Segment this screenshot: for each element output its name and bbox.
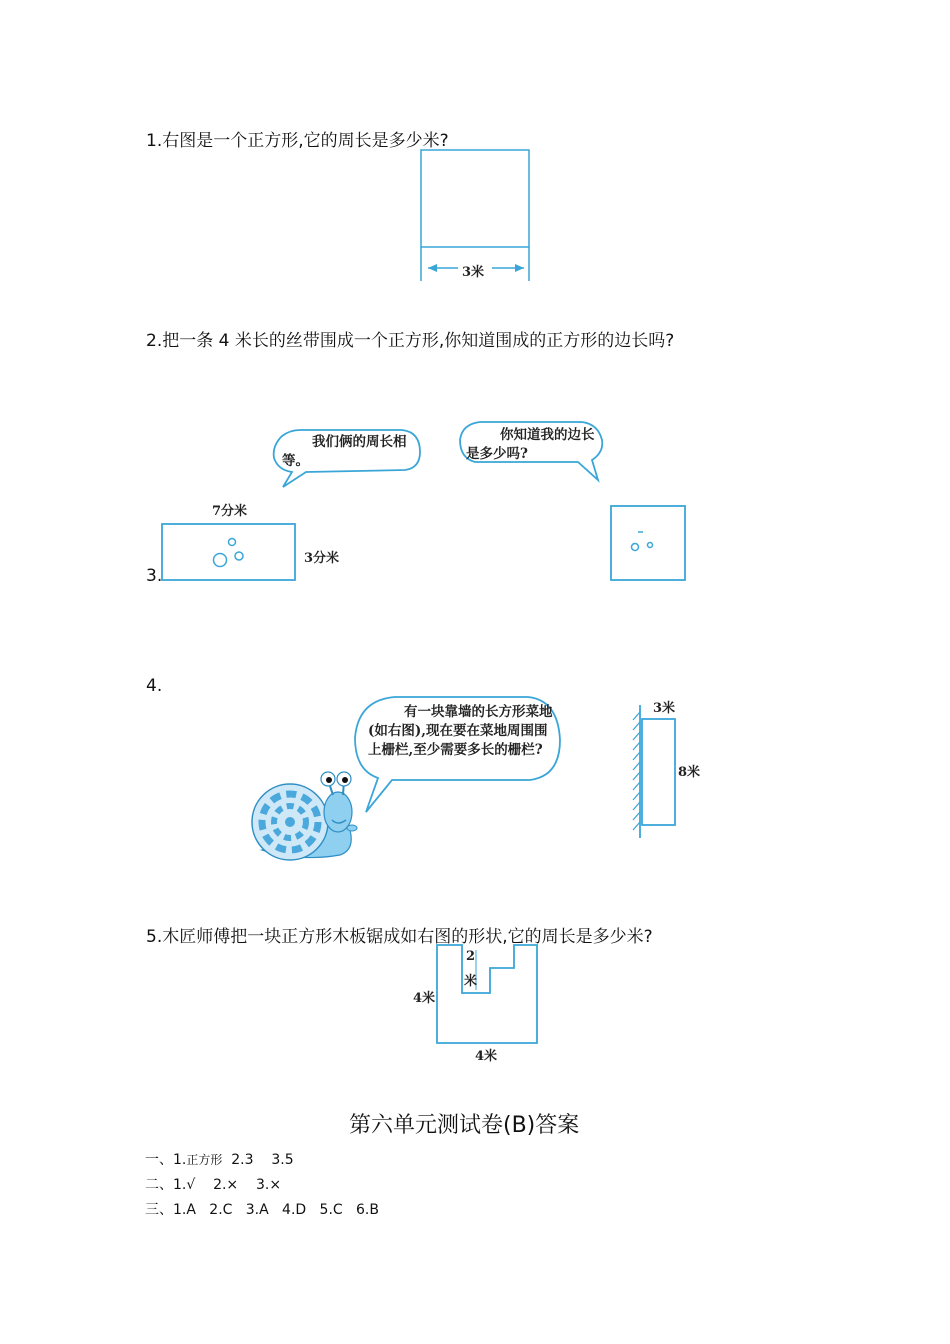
question-2-text: 2.把一条 4 米长的丝带围成一个正方形,你知道围成的正方形的边长吗? (146, 331, 675, 351)
garden-side-label: 8米 (678, 765, 701, 780)
square-side-label: 3米 (462, 265, 485, 280)
answers-title: 第六单元测试卷(B)答案 (349, 1113, 580, 1138)
answer-line-1-prefix: 一、1. (145, 1152, 187, 1168)
board-bottom-label: 4米 (475, 1049, 498, 1064)
garden-top-label: 3米 (653, 701, 676, 716)
rectangle-length-label: 7分米 (212, 504, 248, 519)
question-4-number: 4. (146, 676, 163, 696)
notch-label-unit: 米 (464, 974, 478, 989)
snail-bubble-text: 有一块靠墙的长方形菜地(如右图),现在要在菜地周围围上栅栏,至少需要多长的栅栏? (368, 704, 553, 758)
right-bubble-text: 你知道我的边长是多少吗? (466, 427, 595, 462)
answer-line-3: 三、1.A 2.C 3.A 4.D 5.C 6.B (145, 1202, 379, 1218)
rectangle-width-label: 3分米 (304, 551, 340, 566)
notch-label-number: 2 (466, 949, 476, 964)
question-5-text: 5.木匠师傅把一块正方形木板锯成如右图的形状,它的周长是多少米? (146, 927, 653, 947)
left-bubble-text: 我们俩的周长相等。 (282, 434, 407, 469)
question-1-text: 1.右图是一个正方形,它的周长是多少米? (146, 131, 449, 151)
board-left-label: 4米 (413, 991, 436, 1006)
answer-line-1 (145, 1149, 294, 1169)
answer-line-1-rest: 2.3 3.5 (222, 1152, 294, 1168)
answer-line-2: 二、1.√ 2.× 3.× (145, 1177, 282, 1193)
answer-line-1-small: 正方形 (186, 1153, 223, 1167)
question-3-number: 3. (146, 566, 163, 586)
